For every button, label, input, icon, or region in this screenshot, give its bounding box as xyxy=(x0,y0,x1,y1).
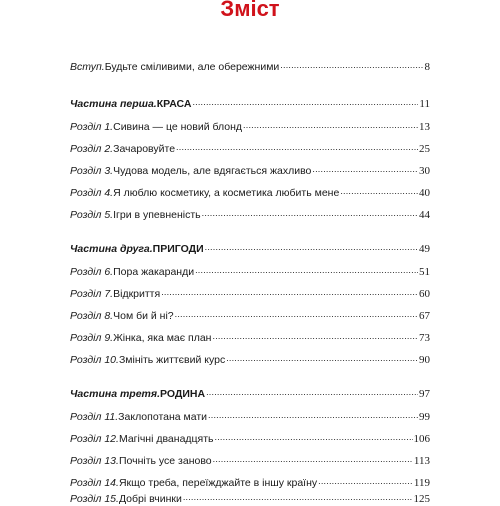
toc-entry-page: 44 xyxy=(419,209,430,221)
toc-part-lead: Частина друга. xyxy=(70,243,153,255)
toc-entry-lead: Розділ 13. xyxy=(70,455,119,467)
toc-part-2 xyxy=(70,242,430,256)
toc-entry-lead: Розділ 8. xyxy=(70,310,114,322)
toc-entry-page: 73 xyxy=(419,332,430,344)
toc-entry-title: Заклопотана мати xyxy=(118,411,208,423)
toc-entry-lead: Розділ 7. xyxy=(70,288,114,300)
dot-leader xyxy=(175,309,418,319)
toc-entry-title: Відкриття xyxy=(113,288,161,300)
toc-entry-title: Змініть життєвий курс xyxy=(118,354,226,366)
toc-entry-title: Я люблю косметику, а косметика любить мене xyxy=(113,187,340,199)
toc-entry-lead: Розділ 11. xyxy=(70,411,119,423)
toc-entry-lead: Розділ 10. xyxy=(70,354,119,366)
dot-leader xyxy=(183,492,413,502)
toc-entry-page: 90 xyxy=(419,354,430,366)
dot-leader xyxy=(213,331,419,341)
toc-entry xyxy=(70,492,430,506)
toc-entry-page: 113 xyxy=(413,455,430,467)
toc-part-3 xyxy=(70,387,430,401)
toc-part-lead: Частина перша. xyxy=(70,98,157,110)
toc-entry xyxy=(70,309,430,323)
toc-entry xyxy=(70,120,430,134)
toc-entry-title: Якщо треба, переїжджайте в іншу країну xyxy=(118,477,318,489)
toc-entry-page: 11 xyxy=(419,98,430,110)
toc-entry xyxy=(70,287,430,301)
toc-entry-title: Зачаровуйте xyxy=(113,143,176,155)
toc-entry-page: 30 xyxy=(419,165,430,177)
toc-entry-title: Магічні дванадцять xyxy=(118,433,214,445)
toc-entry xyxy=(70,331,430,345)
toc-part-1 xyxy=(70,97,430,111)
toc-entry-title: Сивина — це новий блонд xyxy=(113,121,243,133)
dot-leader xyxy=(161,287,418,297)
dot-leader xyxy=(192,97,418,107)
toc-part-lead: Частина третя. xyxy=(70,388,160,400)
toc-entry xyxy=(70,265,430,279)
toc-entry-page: 125 xyxy=(413,493,430,505)
toc-entry-page: 97 xyxy=(419,388,430,400)
toc-entry-lead: Розділ 4. xyxy=(70,187,114,199)
toc-entry-page: 67 xyxy=(419,310,430,322)
dot-leader xyxy=(205,242,418,252)
toc-entry-lead: Розділ 9. xyxy=(70,332,114,344)
toc-entry-title: Добрі вчинки xyxy=(118,493,182,505)
toc-entry-title: Почніть усе заново xyxy=(118,455,212,467)
toc-entry-page: 49 xyxy=(419,243,430,255)
toc-entry-page: 99 xyxy=(419,411,430,423)
toc-part-title: РОДИНА xyxy=(160,388,206,400)
dot-leader xyxy=(195,265,418,275)
toc-entry-lead: Розділ 3. xyxy=(70,165,114,177)
toc-part-title: КРАСА xyxy=(156,98,192,110)
toc-part-title: ПРИГОДИ xyxy=(152,243,204,255)
toc-entry-lead: Розділ 2. xyxy=(70,143,114,155)
dot-leader xyxy=(312,164,418,174)
toc-entry xyxy=(70,142,430,156)
toc-entry-page: 13 xyxy=(419,121,430,133)
toc-entry-title: Чудова модель, але вдягається жахливо xyxy=(113,165,312,177)
dot-leader xyxy=(340,186,418,196)
toc-entry xyxy=(70,476,430,490)
toc-entry-lead: Розділ 14. xyxy=(70,477,119,489)
toc-entry-page: 40 xyxy=(419,187,430,199)
toc-entry-title: Чом би й ні? xyxy=(113,310,174,322)
dot-leader xyxy=(206,387,418,397)
toc-entry xyxy=(70,208,430,222)
toc-entry-page: 25 xyxy=(419,143,430,155)
toc-entry-lead: Розділ 12. xyxy=(70,433,119,445)
toc-entry-page: 119 xyxy=(413,477,430,489)
dot-leader xyxy=(208,410,418,420)
toc-entry-lead: Розділ 1. xyxy=(70,121,114,133)
dot-leader xyxy=(202,208,418,218)
page-title: Зміст xyxy=(220,0,280,21)
toc-entry-page: 8 xyxy=(424,61,430,73)
toc-entry-page: 60 xyxy=(419,288,430,300)
toc-entry-page: 106 xyxy=(413,433,430,445)
toc-entry-title: Ігри в упевненість xyxy=(113,209,201,221)
toc-entry-title: Пора жакаранди xyxy=(113,266,195,278)
toc-entry-page: 51 xyxy=(419,266,430,278)
dot-leader xyxy=(318,476,413,486)
toc-entry xyxy=(70,186,430,200)
toc-entry xyxy=(70,410,430,424)
toc-entry-lead: Вступ. xyxy=(70,61,105,73)
toc-entry-title: Будьте сміливими, але обережними xyxy=(104,61,280,73)
dot-leader xyxy=(280,60,423,70)
dot-leader xyxy=(226,353,418,363)
toc-entry xyxy=(70,432,430,446)
toc-entry-intro xyxy=(70,60,430,74)
dot-leader xyxy=(215,432,413,442)
toc-entry-title: Жінка, яка має план xyxy=(113,332,212,344)
toc-entry xyxy=(70,353,430,367)
dot-leader xyxy=(213,454,413,464)
toc-entry-lead: Розділ 15. xyxy=(70,493,119,505)
toc-entry xyxy=(70,164,430,178)
dot-leader xyxy=(243,120,418,130)
dot-leader xyxy=(176,142,418,152)
toc-entry-lead: Розділ 5. xyxy=(70,209,114,221)
toc-entry xyxy=(70,454,430,468)
toc-entry-lead: Розділ 6. xyxy=(70,266,114,278)
